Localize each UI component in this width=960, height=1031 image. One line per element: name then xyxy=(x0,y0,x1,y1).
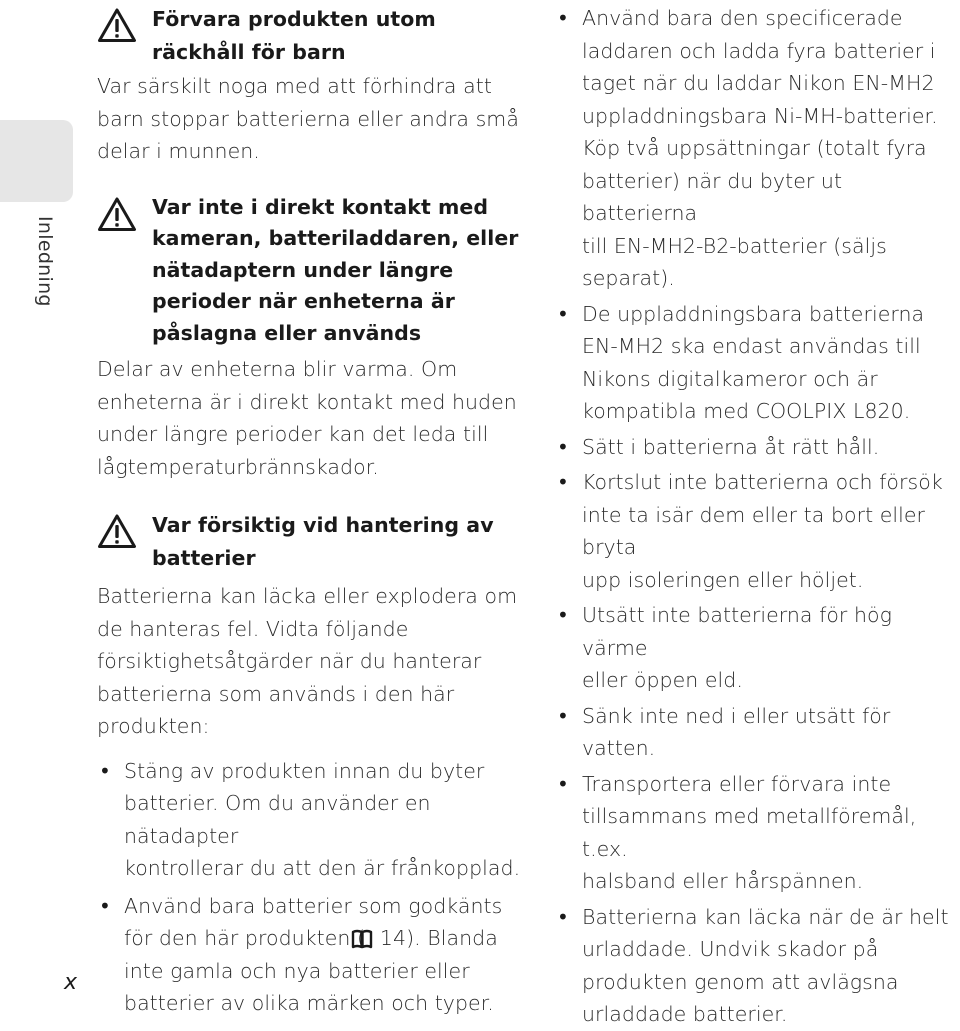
warning-heading: Var försiktig vid hantering av batterier xyxy=(152,513,494,570)
warning-heading: Var inte i direkt kontakt med kameran, batteriladdaren, eller nätadaptern under längre perioder när enheterna är påslagna eller används xyxy=(152,194,519,345)
list-item-text: • Kortslut inte batterierna och försök inte ta isär dem eller ta bort eller bryta upp isoleringen eller höljet. xyxy=(582,470,943,592)
list-item-text: • Utsätt inte batterierna för hög värme eller öppen eld. xyxy=(582,603,892,692)
battery-precautions-list xyxy=(97,755,527,1020)
battery-instructions-list xyxy=(555,2,960,1031)
list-item-text: • Använd bara den specificerade laddaren och ladda fyra batterier i taget när du laddar Nikon EN-MH2 uppladdningsbara Ni-MH-batterier. Köp två uppsättningar (totalt fyra batterier) när du byter ut batterierna till EN-MH2-B2-batterier (säljs separat). xyxy=(582,6,938,290)
left-column xyxy=(97,0,527,1020)
list-item xyxy=(97,755,527,885)
list-item-text: • Sätt i batterierna åt rätt håll. xyxy=(582,434,880,459)
section-label: Inledning xyxy=(34,216,56,307)
warning-icon xyxy=(98,514,136,548)
page-number: x xyxy=(64,970,78,995)
warning-icon xyxy=(98,8,136,42)
list-item xyxy=(555,768,960,898)
list-item xyxy=(555,466,960,596)
list-item xyxy=(555,901,960,1031)
list-item xyxy=(555,431,960,464)
list-item-text: • Stäng av produkten innan du byter batterier. Om du använder en nätadapter kontrollerar du att den är frånkopplad. xyxy=(124,758,521,881)
list-item-text: • Använd bara batterier som godkänts för den här produkten ( 14). Blanda inte gamla och nya batterier eller batterier av olika märken och typer. xyxy=(124,893,503,1016)
warning-body: Delar av enheterna blir varma. Om enheterna är i direkt kontakt med huden under längre perioder kan det leda till lågtemperaturbrännskador. xyxy=(97,357,517,479)
list-item-text: • Sänk inte ned i eller utsätt för vatten. xyxy=(582,703,891,760)
list-item xyxy=(555,700,960,765)
right-column xyxy=(555,2,960,1031)
list-item-text: • Batterierna kan läcka när de är helt urladdade. Undvik skador på produkten genom att avlägsna urladdade batterier. xyxy=(582,904,949,1026)
warning-heading: Förvara produkten utom räckhåll för barn xyxy=(152,7,436,64)
warning-block-batteries xyxy=(97,509,527,574)
book-reference-icon xyxy=(351,928,373,950)
list-item-text: • Transportera eller förvara inte tillsammans med metallföremål, t.ex. halsband eller hårspännen. xyxy=(582,771,917,893)
list-item xyxy=(97,890,527,1020)
list-item xyxy=(555,2,960,295)
warning-body: Batterierna kan läcka eller explodera om de hanteras fel. Vidta följande försiktighetsåtgärder när du hanterar batterierna som används i den här produkten: xyxy=(97,584,518,739)
warning-block-children xyxy=(97,3,527,68)
list-item xyxy=(555,298,960,428)
warning-block-heat xyxy=(97,192,527,350)
section-tab[interactable] xyxy=(0,120,73,202)
warning-icon xyxy=(98,197,136,231)
list-item xyxy=(555,599,960,697)
list-item-text: • De uppladdningsbara batterierna EN-MH2 ska endast användas till Nikons digitalkameror och är kompatibla med COOLPIX L820. xyxy=(582,301,925,423)
warning-body: Var särskilt noga med att förhindra att barn stoppar batterierna eller andra små delar i munnen. xyxy=(97,74,519,163)
